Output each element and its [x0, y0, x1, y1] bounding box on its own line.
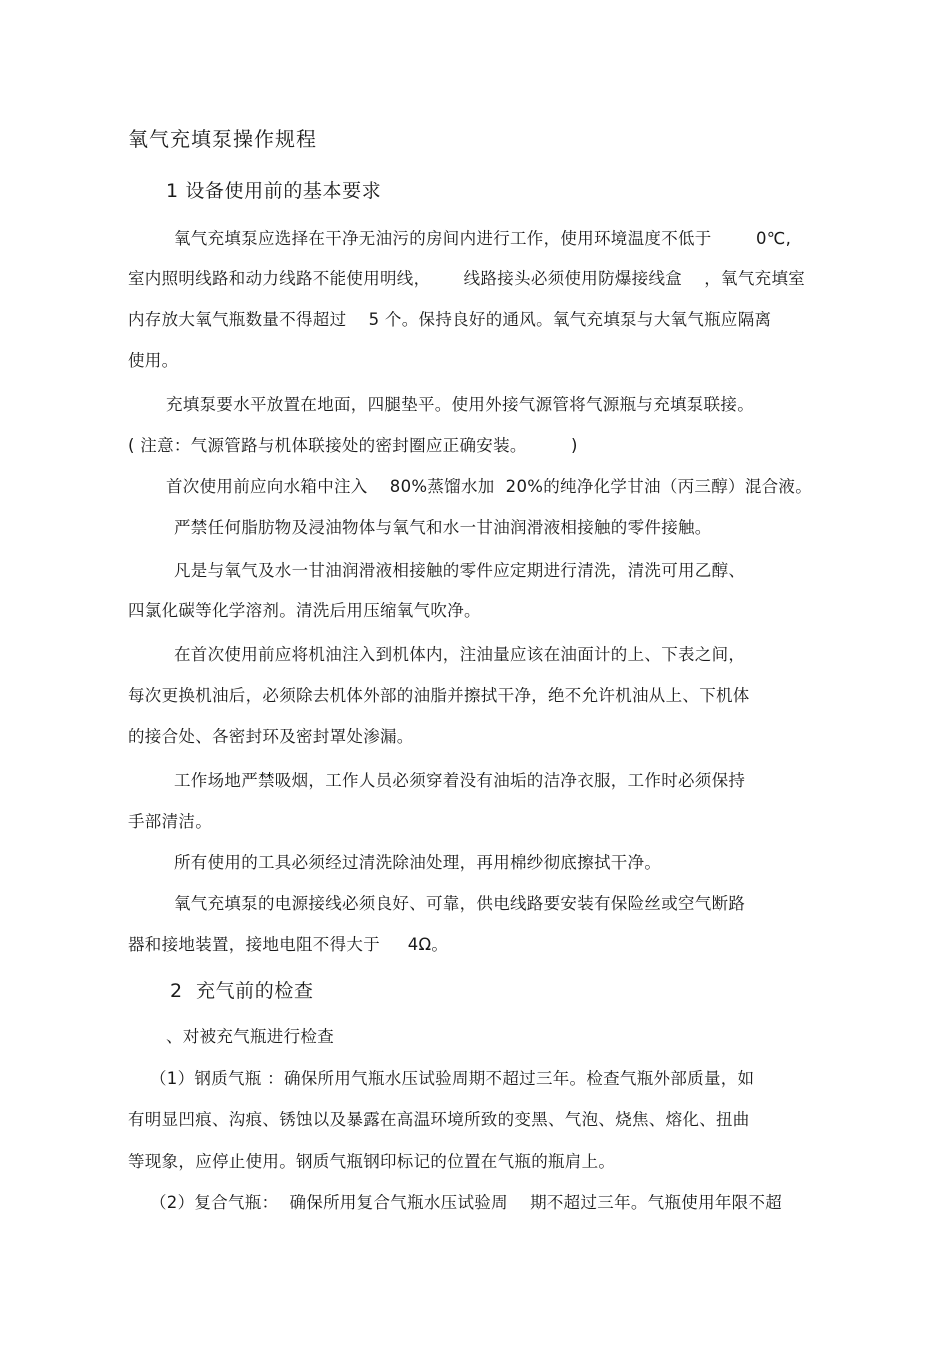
paragraph-line: 、对被充气瓶进行检查 — [166, 1027, 334, 1046]
paragraph-line: 有明显凹痕、沟痕、锈蚀以及暴露在高温环境所致的变黑、气泡、烧焦、熔化、扭曲 — [128, 1110, 750, 1129]
paragraph-line: 严禁任何脂肪物及浸油物体与氧气和水一甘油润滑液相接触的零件接触。 — [174, 518, 712, 537]
paragraph-line: 等现象，应停止使用。钢质气瓶钢印标记的位置在气瓶的瓶肩上。 — [128, 1152, 616, 1171]
section-heading-2: 2 充气前的检查 — [170, 980, 314, 1002]
paragraph-line: 手部清洁。 — [128, 812, 212, 831]
paragraph-line: 工作场地严禁吸烟，工作人员必须穿着没有油垢的洁净衣服，工作时必须保持 — [174, 771, 746, 790]
section-heading-1: 1 设备使用前的基本要求 — [166, 180, 382, 202]
paragraph-line: 内存放大氧气瓶数量不得超过 5 个。保持良好的通风。氧气充填泵与大氧气瓶应隔离 — [128, 310, 772, 329]
paragraph-line: ( 注意：气源管路与机体联接处的密封圈应正确安装。 ) — [128, 436, 578, 455]
paragraph-line: 氧气充填泵应选择在干净无油污的房间内进行工作，使用环境温度不低于 0℃, — [174, 229, 792, 248]
paragraph-line: （1）钢质气瓶 ：确保所用气瓶水压试验周期不超过三年。检查气瓶外部质量，如 — [150, 1069, 755, 1088]
paragraph-line: 的接合处、各密封环及密封罩处渗漏。 — [128, 727, 414, 746]
paragraph-line: 每次更换机油后，必须除去机体外部的油脂并擦拭干净，绝不允许机油从上、下机体 — [128, 686, 750, 705]
paragraph-line: 使用。 — [128, 351, 179, 370]
paragraph-line: 所有使用的工具必须经过清洗除油处理，再用棉纱彻底擦拭干净。 — [174, 853, 662, 872]
paragraph-line: 器和接地装置，接地电阻不得大于 4Ω。 — [128, 935, 449, 954]
paragraph-line: （2）复合气瓶： 确保所用复合气瓶水压试验周 期不超过三年。气瓶使用年限不超 — [150, 1193, 783, 1212]
paragraph-line: 在首次使用前应将机油注入到机体内，注油量应该在油面计的上、下表之间， — [174, 645, 746, 664]
document-title: 氧气充填泵操作规程 — [128, 127, 317, 151]
paragraph-line: 凡是与氧气及水一甘油润滑液相接触的零件应定期进行清洗，清洗可用乙醇、 — [174, 561, 746, 580]
paragraph-line: 氧气充填泵的电源接线必须良好、可靠，供电线路要安装有保险丝或空气断路 — [174, 894, 746, 913]
paragraph-line: 室内照明线路和动力线路不能使用明线， 线路接头必须使用防爆接线盒 ，氧气充填室 — [128, 269, 806, 288]
paragraph-line: 四氯化碳等化学溶剂。清洗后用压缩氧气吹净。 — [128, 601, 481, 620]
paragraph-line: 首次使用前应向水箱中注入 80%蒸馏水加 20%的纯净化学甘油（丙三醇）混合液。 — [166, 477, 813, 496]
paragraph-line: 充填泵要水平放置在地面，四腿垫平。使用外接气源管将气源瓶与充填泵联接。 — [166, 395, 754, 414]
